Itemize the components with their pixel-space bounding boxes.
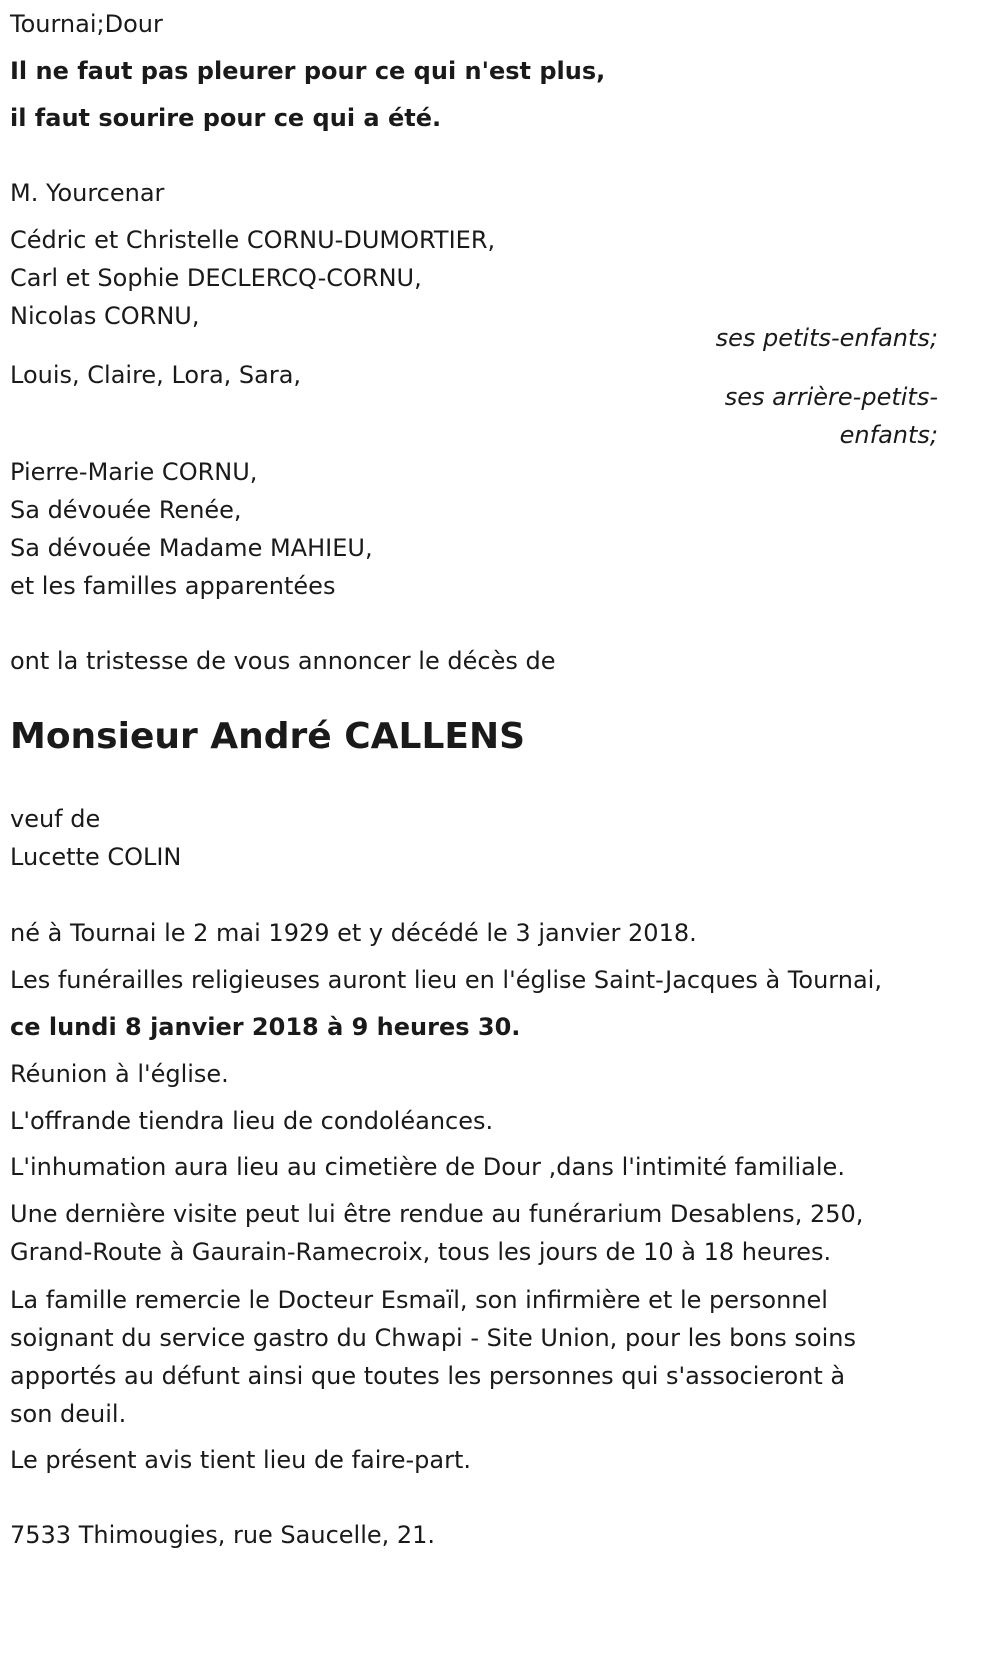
announcement-intro: ont la tristesse de vous annoncer le décès de (10, 647, 556, 675)
great-grandchildren-label-2: enfants; (839, 421, 938, 449)
widower-of-label: veuf de (10, 805, 101, 833)
family-member-line: Sa dévouée Madame MAHIEU, (10, 534, 373, 562)
thanks-line-1: La famille remercie le Docteur Esmaïl, son infirmière et le personnel (10, 1286, 828, 1314)
visit-line-1: Une dernière visite peut lui être rendue au funérarium Desablens, 250, (10, 1200, 864, 1228)
quote-line-1: Il ne faut pas pleurer pour ce qui n'est plus, (10, 57, 606, 85)
thanks-line-3: apportés au défunt ainsi que toutes les personnes qui s'associeront à (10, 1362, 846, 1390)
great-grandchildren-line: Louis, Claire, Lora, Sara, (10, 361, 302, 389)
burial-line: L'inhumation aura lieu au cimetière de Dour ,dans l'intimité familiale. (10, 1153, 845, 1181)
address-line: 7533 Thimougies, rue Saucelle, 21. (10, 1521, 436, 1549)
thanks-line-2: soignant du service gastro du Chwapi - Site Union, pour les bons soins (10, 1324, 856, 1352)
location: Tournai;Dour (10, 10, 163, 38)
family-member-line: et les familles apparentées (10, 572, 336, 600)
deceased-name: Monsieur André CALLENS (10, 716, 526, 757)
thanks-line-4: son deuil. (10, 1400, 127, 1428)
offering-line: L'offrande tiendra lieu de condoléances. (10, 1107, 494, 1135)
birth-death-line: né à Tournai le 2 mai 1929 et y décédé le 3 janvier 2018. (10, 919, 697, 947)
grandchild-line: Cédric et Christelle CORNU-DUMORTIER, (10, 226, 496, 254)
family-member-line: Sa dévouée Renée, (10, 496, 242, 524)
meeting-line: Réunion à l'église. (10, 1060, 229, 1088)
visit-line-2: Grand-Route à Gaurain-Ramecroix, tous les jours de 10 à 18 heures. (10, 1238, 832, 1266)
great-grandchildren-label-1: ses arrière-petits- (724, 383, 938, 411)
quote-line-2: il faut sourire pour ce qui a été. (10, 104, 442, 132)
family-member-line: Pierre-Marie CORNU, (10, 458, 258, 486)
spouse-line: M. Yourcenar (10, 179, 165, 207)
grandchild-line: Nicolas CORNU, (10, 302, 200, 330)
grandchildren-label: ses petits-enfants; (715, 324, 938, 352)
notice-line: Le présent avis tient lieu de faire-part. (10, 1446, 472, 1474)
funeral-line: Les funérailles religieuses auront lieu en l'église Saint-Jacques à Tournai, (10, 966, 882, 994)
widower-of-name: Lucette COLIN (10, 843, 182, 871)
grandchild-line: Carl et Sophie DECLERCQ-CORNU, (10, 264, 422, 292)
funeral-date-line: ce lundi 8 janvier 2018 à 9 heures 30. (10, 1013, 521, 1041)
